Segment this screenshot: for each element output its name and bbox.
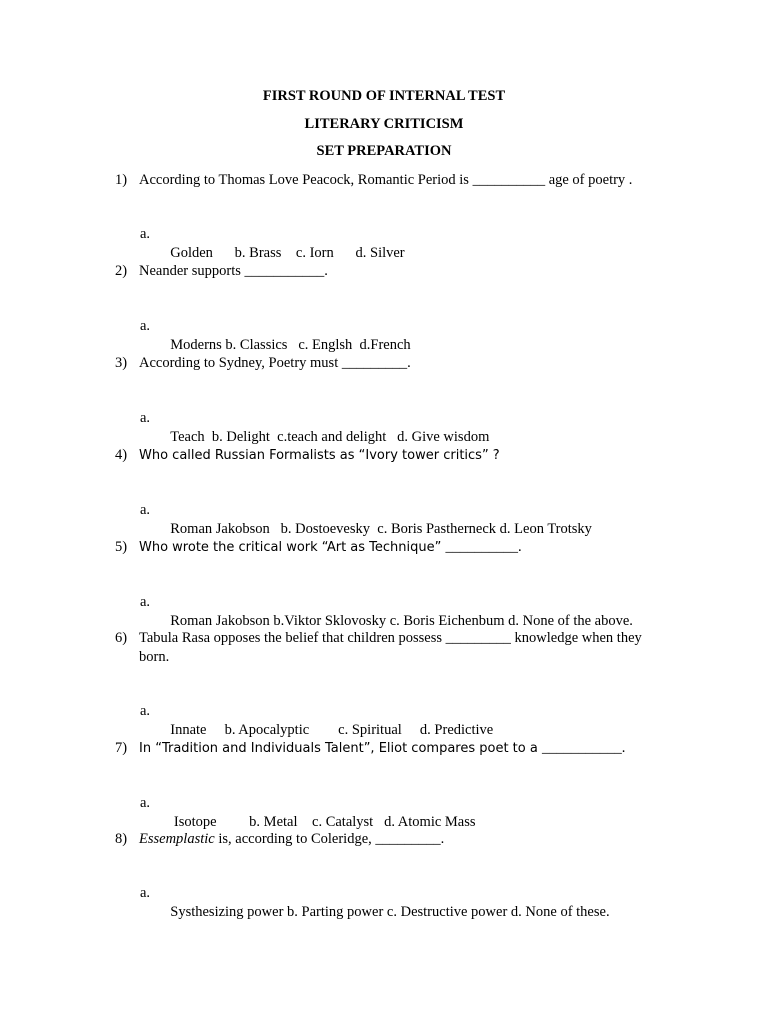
options-4 [140, 482, 740, 539]
options-text: Teach b. Delight c.teach and delight d. Give wisdom [170, 429, 490, 445]
question-number: 3) [115, 355, 128, 371]
question-number: 6) [115, 630, 128, 646]
options-2 [140, 298, 740, 355]
options-text: Roman Jakobson b. Dostoevesky c. Boris Pastherneck d. Leon Trotsky [170, 521, 592, 537]
question-text: Neander supports ___________. [139, 263, 328, 279]
question-text: Tabula Rasa opposes the belief that children possess _________ knowledge when they born. [139, 630, 642, 665]
question-number: 7) [115, 740, 128, 756]
answer-blank: ___________. [541, 740, 626, 756]
options-7 [140, 775, 740, 832]
question-number: 8) [115, 831, 128, 847]
options-text: Systhesizing power b. Parting power c. Destructive power d. None of these. [170, 904, 610, 920]
option-letter: a. [140, 795, 151, 811]
options-text: Isotope b. Metal c. Catalyst d. Atomic Mass [170, 814, 476, 830]
options-6 [140, 683, 740, 740]
question-text: Who called Russian Formalists as “Ivory tower critics” ? [139, 448, 500, 463]
question-6 [115, 629, 655, 667]
question-number: 4) [115, 447, 128, 463]
question-3 [115, 354, 675, 373]
question-number: 2) [115, 263, 128, 279]
option-letter: a. [140, 885, 151, 901]
title-subject: LITERARY CRITICISM [304, 116, 464, 132]
option-letter: a. [140, 594, 151, 610]
question-text: According to Sydney, Poetry must _________. [139, 355, 411, 371]
options-text: Roman Jakobson b.Viktor Sklovosky c. Boris Eichenbum d. None of the above. [170, 613, 633, 629]
question-text: is, according to Coleridge, _________. [214, 831, 445, 847]
options-3 [140, 390, 740, 447]
question-1 [115, 171, 675, 190]
options-text: Innate b. Apocalyptic c. Spiritual d. Predictive [170, 722, 494, 738]
question-number: 1) [115, 172, 128, 188]
question-7 [115, 739, 675, 758]
option-letter: a. [140, 318, 151, 334]
question-term: Essemplastic [139, 831, 215, 847]
title-set-preparation: SET PREPARATION [316, 143, 452, 159]
question-5 [115, 538, 675, 557]
question-2 [115, 262, 675, 281]
question-text: Who wrote the critical work “Art as Technique” [139, 540, 446, 555]
options-text: Moderns b. Classics c. Englsh d.French [170, 337, 411, 353]
question-text: According to Thomas Love Peacock, Romantic Period is __________ age of poetry . [139, 172, 633, 188]
options-8 [140, 865, 740, 922]
option-letter: a. [140, 226, 151, 242]
answer-blank: __________. [445, 539, 522, 555]
option-letter: a. [140, 502, 151, 518]
option-letter: a. [140, 410, 151, 426]
title-internal-test: FIRST ROUND OF INTERNAL TEST [262, 88, 506, 104]
question-4 [115, 446, 675, 465]
options-5 [140, 574, 740, 631]
options-text: Golden b. Brass c. Iorn d. Silver [170, 245, 405, 261]
options-1 [140, 206, 740, 263]
option-letter: a. [140, 703, 151, 719]
question-number: 5) [115, 539, 128, 555]
question-8 [115, 830, 675, 849]
question-text: In “Tradition and Individuals Talent”, Eliot compares poet to a [139, 741, 542, 756]
